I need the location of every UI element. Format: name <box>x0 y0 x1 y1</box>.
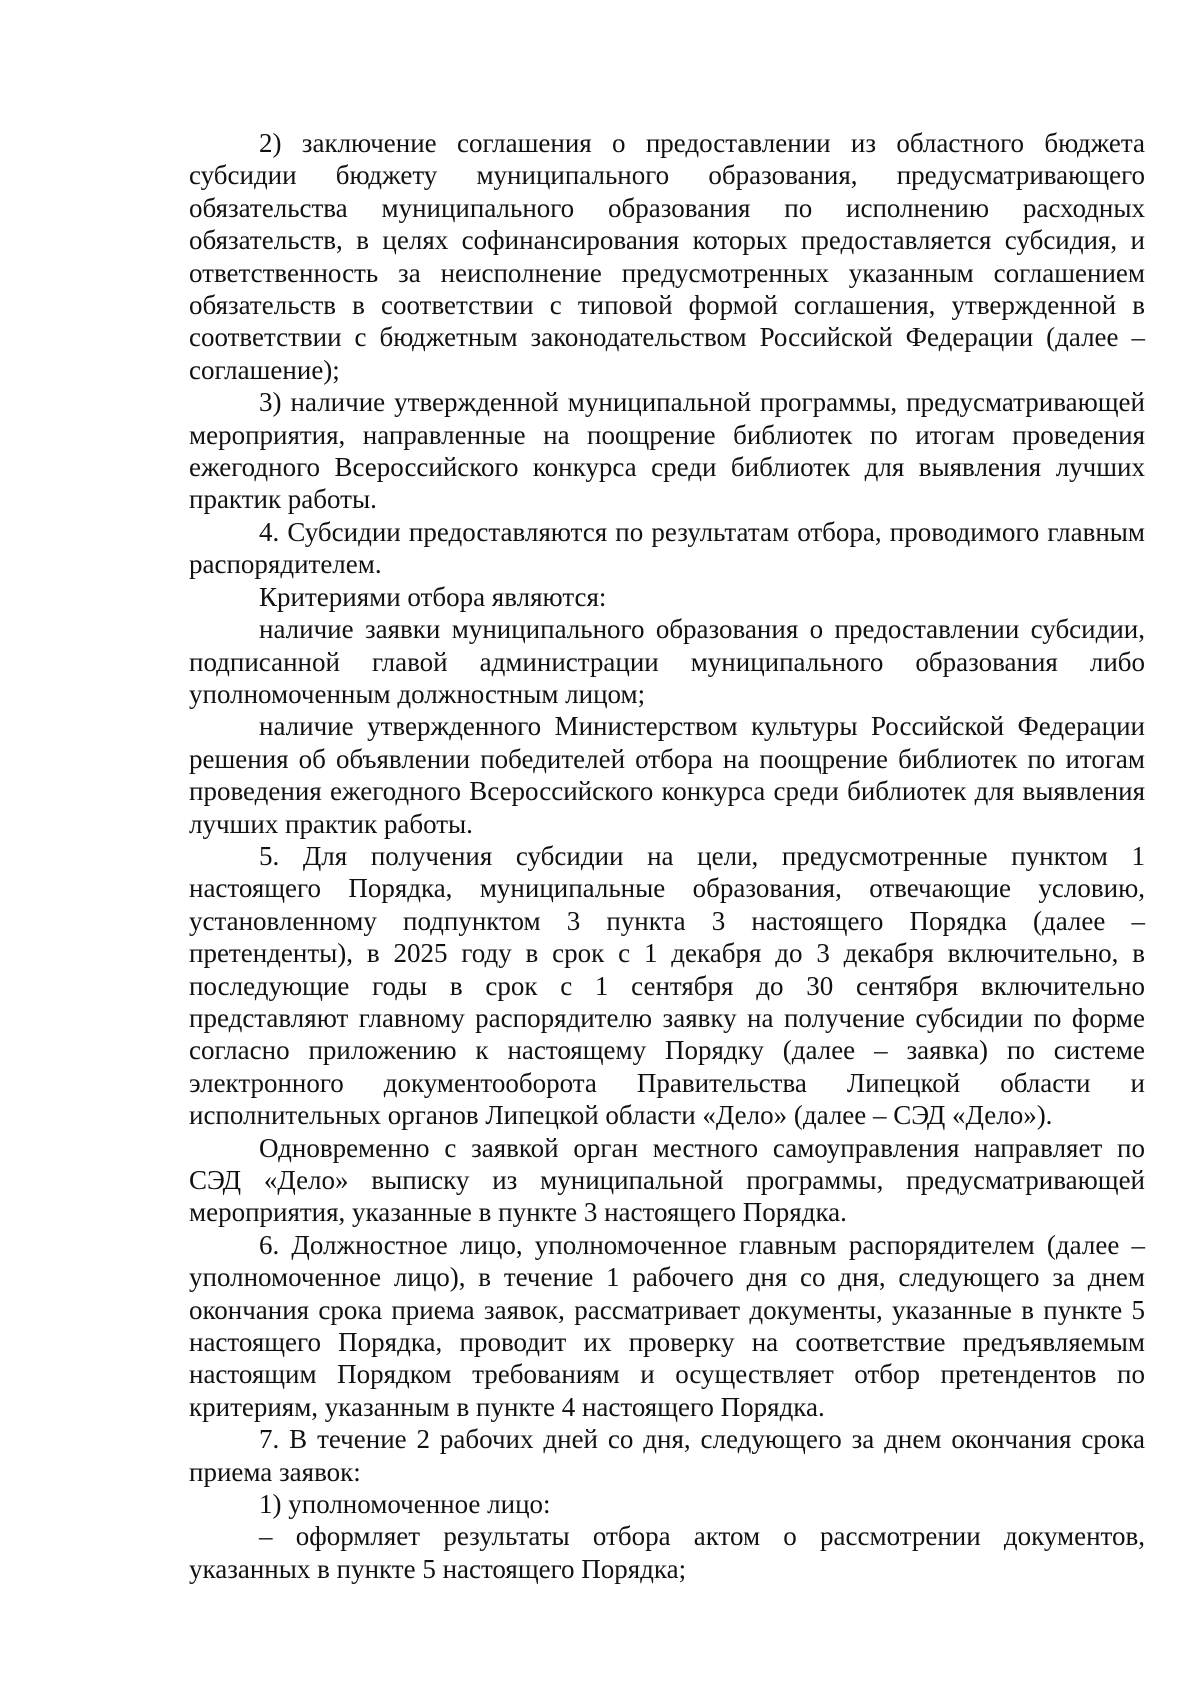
paragraph-point-5-application-submission: 5. Для получения субсидии на цели, предусмотренные пунктом 1 настоящего Порядка, муниципальные образования, отвечающие условию, установленному подпунктом 3 пункта 3 настоящего Порядка (далее – претенденты), в 2025 году в срок с 1 декабря до 3 декабря включительно, в последующие годы в срок с 1 сентября до 30 сентября включительно представляют главному распорядителю заявку на получение субсидии по форме согласно приложению к настоящему Порядку (далее – заявка) по системе электронного документооборота Правительства Липецкой области и исполнительных органов Липецкой области «Дело» (далее – СЭД «Дело»). <box>189 840 1145 1131</box>
paragraph-criterion-application: наличие заявки муниципального образования о предоставлении субсидии, подписанной главой администрации муниципального образования либо уполномоченным должностным лицом; <box>189 614 1145 709</box>
paragraph-criteria-heading: Критериями отбора являются: <box>259 581 607 612</box>
paragraph-point-7-deadline: 7. В течение 2 рабочих дней со дня, следующего за днем окончания срока приема заявок: <box>189 1424 1145 1487</box>
paragraph-subpoint-1-authorized-person: 1) уполномоченное лицо: <box>259 1489 551 1520</box>
paragraph-point-6-review: 6. Должностное лицо, уполномоченное главным распорядителем (далее – уполномоченное лицо), в течение 1 рабочего дня со дня, следующего за днем окончания срока приема заявок, рассматривает документы, указанные в пункте 5 настоящего Порядка, проводит их проверку на соответствие предъявляемым настоящим Порядком требованиям и осуществляет отбор претендентов по критериям, указанным в пункте 4 настоящего Порядка. <box>189 1229 1145 1422</box>
paragraph-program-extract: Одновременно с заявкой орган местного самоуправления направляет по СЭД «Дело» выписку из муниципальной программы, предусматривающей мероприятия, указанные в пункте 3 настоящего Порядка. <box>189 1132 1145 1228</box>
paragraph-criterion-ministry-decision: наличие утвержденного Министерством культуры Российской Федерации решения об объявлении победителей отбора на поощрение библиотек по итогам проведения ежегодного Всероссийского конкурса среди библиотек для выявления лучших практик работы. <box>189 711 1145 839</box>
paragraph-subpoint-3-program: 3) наличие утвержденной муниципальной программы, предусматривающей мероприятия, направленные на поощрение библиотек по итогам проведения ежегодного Всероссийского конкурса среди библиотек для выявления лучших практик работы. <box>189 387 1145 515</box>
paragraph-act-of-review: – оформляет результаты отбора актом о рассмотрении документов, указанных в пункте 5 настоящего Порядка; <box>189 1521 1145 1584</box>
paragraph-subpoint-2-agreement: 2) заключение соглашения о предоставлении из областного бюджета субсидии бюджету муниципального образования, предусматривающего обязательства муниципального образования по исполнению расходных обязательств, в целях софинансирования которых предоставляется субсидия, и ответственность за неисполнение предусмотренных указанным соглашением обязательств в соответствии с типовой формой соглашения, утвержденной в соответствии с бюджетным законодательством Российской Федерации (далее – соглашение); <box>189 128 1145 385</box>
document-body <box>189 127 1145 1585</box>
paragraph-point-4-selection: 4. Субсидии предоставляются по результатам отбора, проводимого главным распорядителем. <box>189 516 1145 580</box>
